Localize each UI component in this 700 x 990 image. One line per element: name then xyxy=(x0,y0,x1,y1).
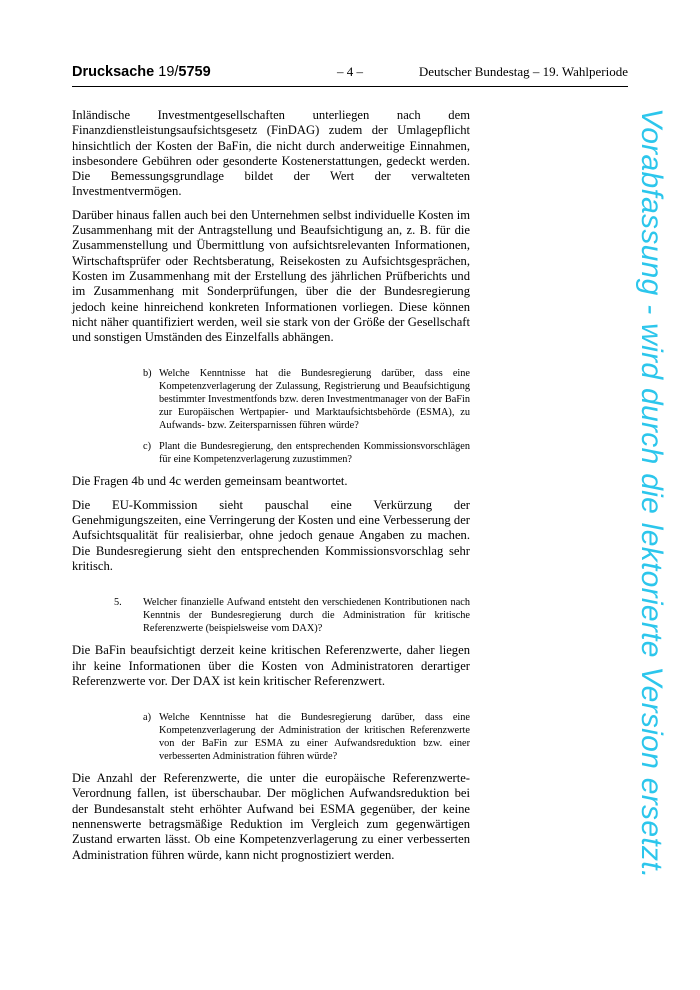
paragraph-2: Darüber hinaus fallen auch bei den Unternehmen selbst individuelle Kosten im Zusammenhang mit der Antragstellung und Beaufsichtigung an, z. B. für die Zusammenstellung und Übermittlung von aufsichtsrelevanten Informationen, Wirtschaftsprüfer oder Rechtsberatung, Reisekosten zu Aufsichtsgesprächen, Kosten im Zusammenhang mit der Erstellung des jährlichen Prüfberichts und im Zusammenhang mit Sonderprüfungen, über die der Bundesregierung jedoch keine hinreichend konkreten Informationen vorliegen. Diese können nicht näher quantifiziert werden, weil sie stark von der Größe der Gesellschaft und sonstigen Umständen des Einzelfalls abhängen. xyxy=(72,207,470,345)
question-4c xyxy=(143,440,470,466)
question-label: 5. xyxy=(114,597,122,609)
question-text: Welcher finanzielle Aufwand entsteht den verschiedenen Kontributionen nach Kenntnis der Bundesregierung durch die Administration für kritische Referenzwerte (beispielsweise vom DAX)? xyxy=(143,597,470,635)
question-text: Welche Kenntnisse hat die Bundesregierung darüber, dass eine Kompetenzverlagerung der Zulassung, Registrierung und Beaufsichtigung bestimmter Investmentfonds bzw. deren Investmentmanager von der BaFin zur Europäischen Wertpapier- und Marktaufsichtsbehörde (ESMA), zu Aufwands- bzw. Zeitersparnissen führen würde? xyxy=(159,368,470,432)
paragraph-1: Inländische Investmentgesellschaften unterliegen nach dem Finanzdienstleistungsaufsichtsgesetz (FinDAG) zudem der Umlagepflicht hinsichtlich der Kosten der BaFin, die nicht durch anderweitige Einnahmen, insbesondere Gebühren oder gesonderte Kostenerstattungen, gedeckt werden. Die Bemessungsgrundlage bildet der Wert der verwalteten Investmentvermögen. xyxy=(72,108,470,199)
paragraph-6: Die Anzahl der Referenzwerte, die unter die europäische Referenzwerte-Verordnung fallen, ist überschaubar. Der möglichen Aufwandsreduktion bei der Bundesanstalt steht erhöhter Aufwand bei ESMA gegenüber, der keine nennenswerte betragsmäßige Reduktion im Vergleich zum gegenwärtigen Zustand erwarten lässt. Ob eine Kompetenzverlagerung zu einer verbesserten Administration führen würde, kann nicht prognostiziert werden. xyxy=(72,771,470,862)
document-body xyxy=(72,108,470,871)
question-label: b) xyxy=(143,368,152,380)
question-label: c) xyxy=(143,441,151,453)
draft-watermark: Vorabfassung - wird durch die lektorierte Version ersetzt. xyxy=(635,108,668,879)
paragraph-5: Die BaFin beaufsichtigt derzeit keine kritischen Referenzwerte, daher liegen ihr keine Informationen über die Kosten von Administratoren derartiger Referenzwerte vor. Der DAX ist kein kritischer Referenzwert. xyxy=(72,643,470,688)
paragraph-3: Die Fragen 4b und 4c werden gemeinsam beantwortet. xyxy=(72,474,348,489)
question-label: a) xyxy=(143,712,151,724)
page-number: – 4 – xyxy=(337,64,363,79)
document-number-prefix: 19/ xyxy=(158,64,179,80)
document-label: Drucksache xyxy=(72,64,155,80)
organization: Deutscher Bundestag – 19. Wahlperiode xyxy=(418,64,628,79)
page-header xyxy=(72,60,628,87)
question-text: Plant die Bundesregierung, den entsprechenden Kommissionsvorschlägen für eine Kompetenzverlagerung zuzustimmen? xyxy=(159,441,470,466)
question-5a xyxy=(143,711,470,763)
question-4b xyxy=(143,367,470,432)
document-number-value: 5759 xyxy=(178,64,211,80)
question-text: Welche Kenntnisse hat die Bundesregierung darüber, dass eine Kompetenzverlagerung der Administration der kritischen Referenzwerte von der BaFin zur ESMA zu einer Aufwandsreduktion bzw. einer verbesserten Administration führen würde? xyxy=(159,712,470,763)
question-5 xyxy=(114,596,470,635)
document-number xyxy=(72,64,211,80)
paragraph-4: Die EU-Kommission sieht pauschal eine Verkürzung der Genehmigungszeiten, eine Verringerung der Kosten und eine Verbesserung der Aufsichtsqualität für realisierbar, ohne jedoch genaue Angaben zu machen. Die Bundesregierung sieht den entsprechenden Kommissionsvorschlag sehr kritisch. xyxy=(72,497,470,573)
